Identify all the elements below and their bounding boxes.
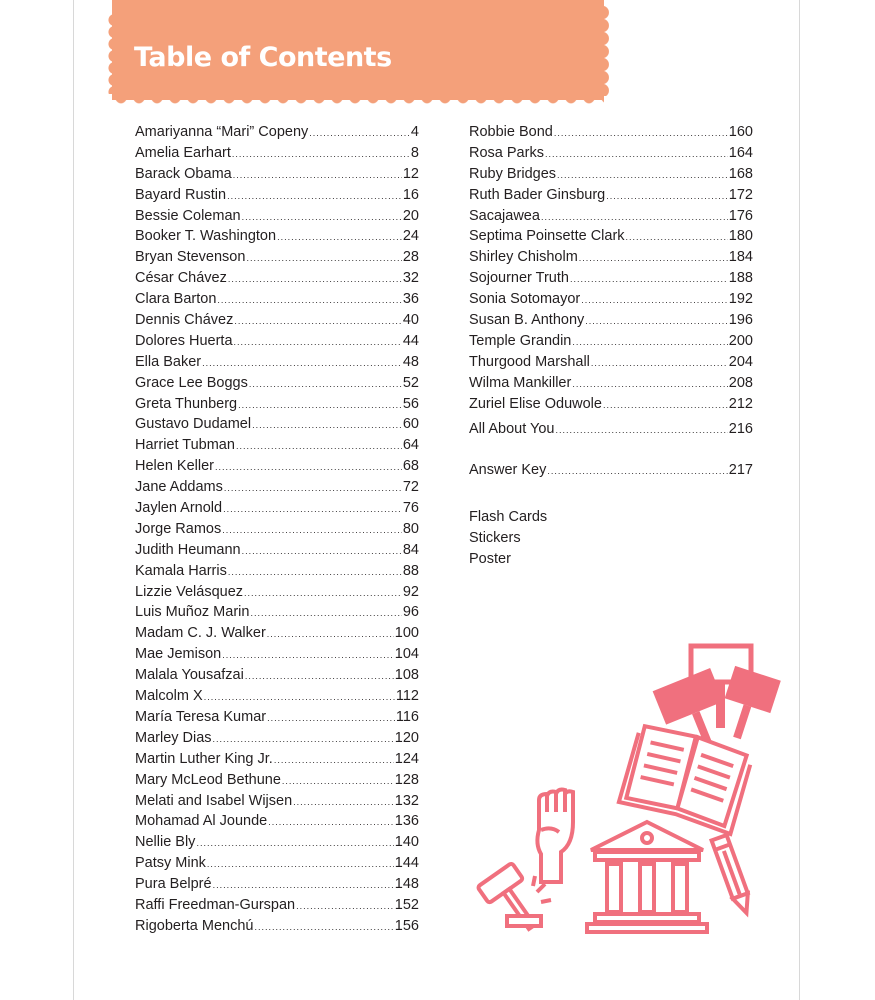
toc-entry-page: 112 bbox=[395, 688, 419, 705]
toc-entry-temple-grandin[interactable] bbox=[469, 331, 753, 352]
toc-entry-name: Robbie Bond bbox=[469, 124, 553, 140]
toc-entry-name: Helen Keller bbox=[135, 458, 214, 475]
toc-entry-shirley-chisholm[interactable] bbox=[469, 247, 753, 268]
toc-entry-name: Malcolm X bbox=[135, 688, 203, 705]
toc-entry-lizzie-velasquez[interactable] bbox=[135, 582, 419, 603]
toc-entry-name: Nellie Bly bbox=[135, 834, 196, 851]
toc-leader-dots bbox=[196, 833, 393, 854]
toc-entry-amariyanna-mari-copeny[interactable] bbox=[135, 122, 419, 143]
toc-entry-page: 68 bbox=[402, 458, 419, 475]
toc-entry-booker-t-washington[interactable] bbox=[135, 226, 419, 247]
toc-entry-name: Amariyanna “Mari” Copeny bbox=[135, 124, 309, 140]
extras-list bbox=[469, 507, 753, 570]
toc-entry-maria-teresa-kumar[interactable] bbox=[135, 707, 419, 728]
toc-leader-dots bbox=[238, 395, 402, 416]
toc-entry-name: All About You bbox=[469, 421, 555, 438]
toc-leader-dots bbox=[250, 603, 401, 624]
toc-entry-name: Temple Grandin bbox=[469, 332, 572, 349]
toc-leader-dots bbox=[207, 854, 394, 875]
toc-entry-malcolm-x[interactable] bbox=[135, 686, 419, 707]
toc-leader-dots bbox=[213, 875, 394, 896]
toc-entry-name: Malala Yousafzai bbox=[135, 667, 244, 684]
toc-entry-page: 156 bbox=[394, 917, 419, 934]
toc-entry-page: 4 bbox=[410, 124, 419, 140]
toc-entry-name: Sacajawea bbox=[469, 207, 540, 224]
toc-entry-page: 116 bbox=[395, 708, 419, 725]
toc-leader-dots bbox=[293, 792, 394, 813]
toc-entry-page: 80 bbox=[402, 520, 419, 537]
extra-item-flash-cards[interactable]: Flash Cards bbox=[469, 509, 548, 526]
toc-entry-name: Judith Heumann bbox=[135, 541, 241, 558]
toc-entry-name: Susan B. Anthony bbox=[469, 312, 585, 329]
toc-entry-malala-yousafzai[interactable] bbox=[135, 665, 419, 686]
toc-entry-page: 20 bbox=[402, 207, 419, 224]
toc-leader-dots bbox=[296, 896, 394, 917]
toc-entry-bryan-stevenson[interactable] bbox=[135, 247, 419, 268]
toc-leader-dots bbox=[309, 123, 410, 144]
toc-entry-name: Patsy Mink bbox=[135, 855, 206, 872]
toc-entry-wilma-mankiller[interactable] bbox=[469, 373, 753, 394]
toc-leader-dots bbox=[267, 624, 394, 645]
toc-entry-patsy-mink[interactable] bbox=[135, 853, 419, 874]
toc-leader-dots bbox=[572, 374, 727, 395]
toc-entry-mohamad-al-jounde[interactable] bbox=[135, 811, 419, 832]
open-book-icon bbox=[619, 721, 754, 834]
toc-entry-madam-c-j-walker[interactable] bbox=[135, 623, 419, 644]
toc-entry-page: 140 bbox=[394, 834, 419, 851]
toc-leader-dots bbox=[228, 269, 402, 290]
toc-entry-name: Zuriel Elise Oduwole bbox=[469, 395, 602, 412]
toc-leader-dots bbox=[223, 499, 402, 520]
toc-entry-page: 176 bbox=[728, 207, 753, 224]
toc-entry-page: 192 bbox=[728, 291, 753, 308]
toc-entry-greta-thunberg[interactable] bbox=[135, 394, 419, 415]
toc-entry-bessie-coleman[interactable] bbox=[135, 206, 419, 227]
toc-entry-page: 184 bbox=[728, 249, 753, 266]
toc-entry-page: 88 bbox=[402, 562, 419, 579]
toc-leader-dots bbox=[204, 687, 395, 708]
toc-entry-name: Thurgood Marshall bbox=[469, 353, 590, 370]
toc-entry-name: Septima Poinsette Clark bbox=[469, 228, 625, 245]
toc-entry-page: 188 bbox=[728, 270, 753, 287]
toc-entry-page: 217 bbox=[728, 462, 753, 479]
toc-entry-ruth-bader-ginsburg[interactable] bbox=[469, 185, 753, 206]
toc-entry-name: Wilma Mankiller bbox=[469, 374, 572, 391]
toc-entry-raffi-freedman-gurspan[interactable] bbox=[135, 895, 419, 916]
toc-entry-kamala-harris[interactable] bbox=[135, 561, 419, 582]
toc-entry-name: Ruth Bader Ginsburg bbox=[469, 186, 606, 203]
toc-entry-name: Sojourner Truth bbox=[469, 270, 569, 287]
toc-entry-zuriel-elise-oduwole[interactable] bbox=[469, 394, 753, 415]
toc-leader-dots bbox=[245, 666, 394, 687]
toc-entry-page: 208 bbox=[728, 374, 753, 391]
toc-entry-name: Pura Belpré bbox=[135, 876, 212, 893]
extra-item-poster[interactable]: Poster bbox=[469, 551, 511, 568]
toc-entry-jorge-ramos[interactable] bbox=[135, 519, 419, 540]
toc-entry-name: Mae Jemison bbox=[135, 646, 222, 663]
toc-entry-dolores-huerta[interactable] bbox=[135, 331, 419, 352]
toc-leader-dots bbox=[581, 290, 728, 311]
toc-entry-name: Booker T. Washington bbox=[135, 228, 277, 245]
pencil-icon bbox=[712, 835, 754, 916]
toc-leader-dots bbox=[585, 311, 728, 332]
toc-leader-dots bbox=[232, 144, 410, 165]
toc-entry-pura-belpre[interactable] bbox=[135, 874, 419, 895]
toc-right-column bbox=[469, 122, 753, 570]
toc-leader-dots bbox=[236, 436, 402, 457]
toc-entry-name: Answer Key bbox=[469, 462, 547, 479]
toc-entry-page: 92 bbox=[402, 583, 419, 600]
toc-entry-nellie-bly[interactable] bbox=[135, 832, 419, 853]
toc-entry-page: 196 bbox=[728, 312, 753, 329]
toc-entry-page: 124 bbox=[394, 750, 419, 767]
toc-entry-name: Bayard Rustin bbox=[135, 186, 227, 203]
toc-entry-bayard-rustin[interactable] bbox=[135, 185, 419, 206]
toc-entry-page: 204 bbox=[728, 353, 753, 370]
toc-entry-ruby-bridges[interactable] bbox=[469, 164, 753, 185]
toc-entry-page: 44 bbox=[402, 332, 419, 349]
toc-entry-page: 160 bbox=[728, 124, 753, 140]
toc-leader-dots bbox=[626, 227, 728, 248]
toc-entry-page: 60 bbox=[402, 416, 419, 433]
toc-entry-helen-keller[interactable] bbox=[135, 456, 419, 477]
toc-entry-name: Marley Dias bbox=[135, 729, 212, 746]
toc-entry-name: Ruby Bridges bbox=[469, 165, 557, 182]
raised-fist-icon bbox=[537, 790, 573, 883]
toc-entry-name: Amelia Earhart bbox=[135, 144, 231, 161]
toc-entry-name: Jaylen Arnold bbox=[135, 500, 223, 517]
toc-entry-rosa-parks[interactable] bbox=[469, 143, 753, 164]
toc-entry-name: Mohamad Al Jounde bbox=[135, 813, 268, 830]
toc-leader-dots bbox=[545, 144, 728, 165]
toc-entry-clara-barton[interactable] bbox=[135, 289, 419, 310]
toc-entry-page: 52 bbox=[402, 374, 419, 391]
toc-entry-page: 36 bbox=[402, 291, 419, 308]
toc-entry-name: Mary McLeod Bethune bbox=[135, 771, 281, 788]
toc-leader-dots bbox=[246, 248, 401, 269]
toc-entry-name: Bessie Coleman bbox=[135, 207, 241, 224]
toc-entry-luis-munoz-marin[interactable] bbox=[135, 602, 419, 623]
toc-entry-name: Dennis Chávez bbox=[135, 312, 234, 329]
toc-entry-jaylen-arnold[interactable] bbox=[135, 498, 419, 519]
toc-entry-name: Jane Addams bbox=[135, 479, 223, 496]
toc-leader-dots bbox=[547, 461, 727, 482]
toc-entry-barack-obama[interactable] bbox=[135, 164, 419, 185]
toc-entry-name: Dolores Huerta bbox=[135, 332, 233, 349]
toc-entry-page: 40 bbox=[402, 312, 419, 329]
toc-entry-thurgood-marshall[interactable] bbox=[469, 352, 753, 373]
toc-entry-page: 136 bbox=[394, 813, 419, 830]
toc-entry-page: 100 bbox=[394, 625, 419, 642]
toc-entry-ella-baker[interactable] bbox=[135, 352, 419, 373]
toc-leader-dots bbox=[227, 186, 402, 207]
toc-leader-dots bbox=[557, 165, 728, 186]
toc-entry-page: 28 bbox=[402, 249, 419, 266]
toc-entry-susan-b-anthony[interactable] bbox=[469, 310, 753, 331]
toc-entry-page: 48 bbox=[402, 353, 419, 370]
toc-entry-sojourner-truth[interactable] bbox=[469, 268, 753, 289]
toc-entry-grace-lee-boggs[interactable] bbox=[135, 373, 419, 394]
toc-leader-dots bbox=[217, 290, 401, 311]
toc-leader-dots bbox=[234, 332, 402, 353]
toc-leader-dots bbox=[249, 374, 402, 395]
toc-entry-answer-key[interactable] bbox=[469, 460, 753, 481]
toc-entry-name: César Chávez bbox=[135, 270, 227, 287]
toc-entry-mary-mcleod-bethune[interactable] bbox=[135, 770, 419, 791]
toc-entry-page: 84 bbox=[402, 541, 419, 558]
toc-entry-page: 216 bbox=[728, 421, 753, 438]
toc-leader-dots bbox=[555, 420, 727, 441]
toc-entry-name: Martin Luther King Jr. bbox=[135, 750, 273, 767]
toc-leader-dots bbox=[591, 353, 728, 374]
toc-entry-page: 148 bbox=[394, 876, 419, 893]
courthouse-icon bbox=[587, 822, 707, 932]
toc-leader-dots bbox=[224, 478, 402, 499]
toc-entry-name: Melati and Isabel Wijsen bbox=[135, 792, 293, 809]
page-title: Table of Contents bbox=[134, 42, 392, 73]
toc-leader-dots bbox=[228, 562, 402, 583]
toc-entry-gustavo-dudamel[interactable] bbox=[135, 414, 419, 435]
toc-entry-septima-poinsette-clark[interactable] bbox=[469, 226, 753, 247]
toc-leader-dots bbox=[213, 729, 394, 750]
toc-leader-dots bbox=[277, 227, 402, 248]
toc-entry-page: 164 bbox=[728, 144, 753, 161]
toc-entry-page: 72 bbox=[402, 479, 419, 496]
toc-entry-name: Madam C. J. Walker bbox=[135, 625, 266, 642]
toc-entry-page: 56 bbox=[402, 395, 419, 412]
toc-entry-name: Shirley Chisholm bbox=[469, 249, 578, 266]
civics-illustration bbox=[463, 640, 783, 940]
toc-entry-page: 96 bbox=[402, 604, 419, 621]
toc-entry-judith-heumann[interactable] bbox=[135, 540, 419, 561]
title-banner-edge bbox=[112, 92, 604, 106]
toc-entry-page: 144 bbox=[394, 855, 419, 872]
toc-leader-dots bbox=[606, 186, 728, 207]
toc-entry-robbie-bond[interactable] bbox=[469, 122, 753, 143]
toc-entry-page: 32 bbox=[402, 270, 419, 287]
toc-entry-page: 8 bbox=[410, 144, 419, 161]
toc-leader-dots bbox=[570, 269, 728, 290]
toc-entry-sacajawea[interactable] bbox=[469, 206, 753, 227]
toc-entry-name: Clara Barton bbox=[135, 291, 217, 308]
toc-entry-all-about-you[interactable] bbox=[469, 419, 753, 440]
toc-leader-dots bbox=[222, 520, 402, 541]
toc-leader-dots bbox=[222, 645, 394, 666]
toc-entry-page: 132 bbox=[394, 792, 419, 809]
toc-leader-dots bbox=[267, 708, 395, 729]
toc-entry-name: Sonia Sotomayor bbox=[469, 291, 581, 308]
toc-left-column bbox=[135, 122, 419, 937]
toc-entry-page: 108 bbox=[394, 667, 419, 684]
toc-entry-dennis-chavez[interactable] bbox=[135, 310, 419, 331]
toc-entry-name: Greta Thunberg bbox=[135, 395, 238, 412]
toc-entry-melati-and-isabel-wijsen[interactable] bbox=[135, 791, 419, 812]
toc-leader-dots bbox=[554, 123, 728, 144]
toc-entry-page: 120 bbox=[394, 729, 419, 746]
toc-leader-dots bbox=[274, 750, 394, 771]
toc-entry-name: Jorge Ramos bbox=[135, 520, 222, 537]
toc-entry-name: Harriet Tubman bbox=[135, 437, 235, 454]
toc-entry-name: María Teresa Kumar bbox=[135, 708, 267, 725]
toc-leader-dots bbox=[541, 207, 728, 228]
toc-entry-name: Lizzie Velásquez bbox=[135, 583, 244, 600]
toc-entry-name: Bryan Stevenson bbox=[135, 249, 246, 266]
toc-entry-name: Barack Obama bbox=[135, 165, 232, 182]
toc-entry-name: Kamala Harris bbox=[135, 562, 227, 579]
toc-entry-mae-jemison[interactable] bbox=[135, 644, 419, 665]
toc-leader-dots bbox=[572, 332, 727, 353]
toc-entry-page: 16 bbox=[402, 186, 419, 203]
toc-entry-name: Luis Muñoz Marin bbox=[135, 604, 250, 621]
toc-entry-page: 172 bbox=[728, 186, 753, 203]
toc-leader-dots bbox=[268, 812, 394, 833]
toc-leader-dots bbox=[282, 771, 394, 792]
toc-leader-dots bbox=[215, 457, 402, 478]
toc-entry-marley-dias[interactable] bbox=[135, 728, 419, 749]
toc-entry-rigoberta-menchu[interactable] bbox=[135, 916, 419, 937]
toc-leader-dots bbox=[252, 415, 402, 436]
toc-leader-dots bbox=[603, 395, 728, 416]
toc-leader-dots bbox=[244, 583, 402, 604]
extra-item-stickers[interactable]: Stickers bbox=[469, 530, 521, 547]
toc-entry-page: 152 bbox=[394, 896, 419, 913]
toc-entry-page: 212 bbox=[728, 395, 753, 412]
toc-leader-dots bbox=[579, 248, 728, 269]
toc-entry-name: Rigoberta Menchú bbox=[135, 917, 254, 934]
toc-entry-sonia-sotomayor[interactable] bbox=[469, 289, 753, 310]
toc-entry-jane-addams[interactable] bbox=[135, 477, 419, 498]
toc-leader-dots bbox=[234, 311, 402, 332]
toc-entry-name: Raffi Freedman-Gurspan bbox=[135, 896, 296, 913]
toc-entry-page: 76 bbox=[402, 500, 419, 517]
toc-entry-name: Gustavo Dudamel bbox=[135, 416, 252, 433]
toc-entry-amelia-earhart[interactable] bbox=[135, 143, 419, 164]
toc-entry-page: 200 bbox=[728, 332, 753, 349]
toc-entry-cesar-chavez[interactable] bbox=[135, 268, 419, 289]
toc-entry-page: 128 bbox=[394, 771, 419, 788]
toc-entry-harriet-tubman[interactable] bbox=[135, 435, 419, 456]
toc-entry-page: 104 bbox=[394, 646, 419, 663]
toc-entry-martin-luther-king-jr[interactable] bbox=[135, 749, 419, 770]
toc-entry-page: 12 bbox=[402, 165, 419, 182]
toc-entry-name: Ella Baker bbox=[135, 353, 202, 370]
toc-entry-name: Rosa Parks bbox=[469, 144, 544, 161]
toc-entry-page: 180 bbox=[728, 228, 753, 245]
toc-entry-name: Grace Lee Boggs bbox=[135, 374, 248, 391]
toc-leader-dots bbox=[202, 353, 402, 374]
toc-entry-page: 168 bbox=[728, 165, 753, 182]
toc-leader-dots bbox=[255, 917, 394, 938]
toc-entry-page: 64 bbox=[402, 437, 419, 454]
toc-leader-dots bbox=[242, 207, 402, 228]
toc-entry-page: 24 bbox=[402, 228, 419, 245]
toc-leader-dots bbox=[233, 165, 402, 186]
toc-leader-dots bbox=[242, 541, 402, 562]
